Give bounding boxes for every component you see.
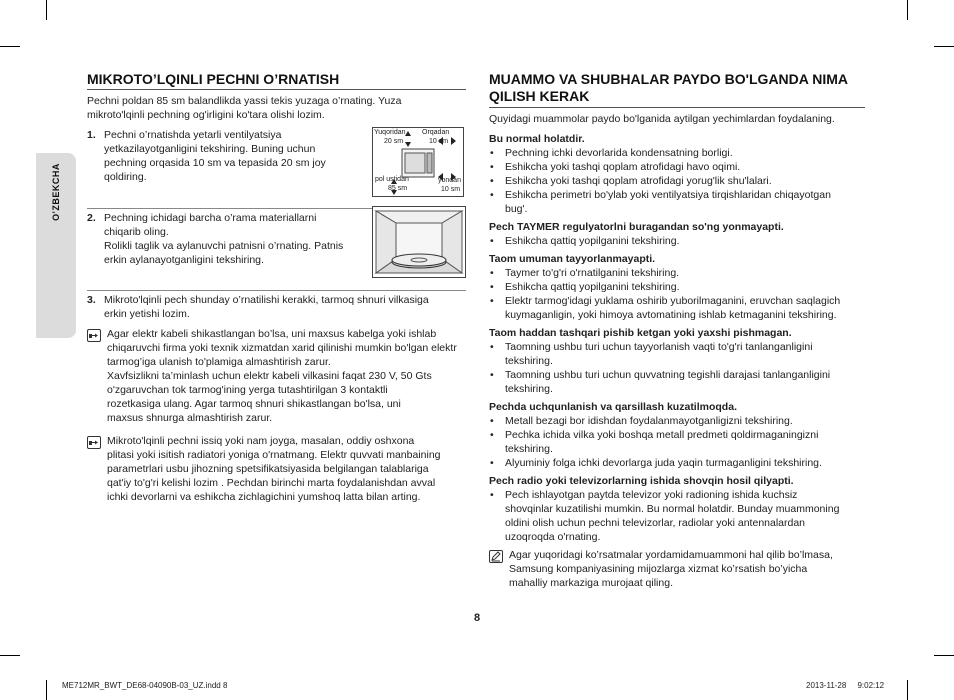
crop-mark xyxy=(0,655,20,656)
crop-mark xyxy=(934,46,954,47)
item-line: bug'. xyxy=(505,203,528,215)
problem-list xyxy=(489,488,865,544)
note-line: Xavfsizlikni ta’minlash uchun elektr kabeli vilkasini faqat 230 V, 50 Gts xyxy=(107,370,432,382)
item-line: Pechning ichki devorlarida kondensatning borligi. xyxy=(505,147,733,159)
list-item xyxy=(489,414,865,428)
section-heading-rule xyxy=(87,71,466,90)
step-line: chiqarib oling. xyxy=(104,226,169,238)
troubleshooting-heading-line: MUAMMO VA SHUBHALAR PAYDO BO'LGANDA NIMA xyxy=(489,71,849,87)
note-line: plitasi yoki isitish radiatori yoniga o'rnatmang. Elektr quvvati manbaining xyxy=(107,449,441,461)
step-number: 2. xyxy=(87,212,96,224)
step-2 xyxy=(87,211,367,267)
diagram-label: Yuqoridan xyxy=(374,129,406,136)
note-line: Samsung kompaniyasining mijozlarga xizmat ko’rsatish bo’yicha xyxy=(509,563,808,575)
crop-mark xyxy=(907,0,908,20)
problem-list xyxy=(489,146,865,216)
pointing-hand-icon xyxy=(87,436,101,449)
note-pencil-icon xyxy=(489,550,503,563)
diagram-label: 20 sm xyxy=(384,138,404,145)
diagram-label: pol ustidan xyxy=(375,176,409,183)
diagram-label: 10 sm xyxy=(429,138,449,145)
list-item xyxy=(489,368,865,396)
item-line: uzoqroqda o'rnating. xyxy=(505,531,601,543)
page-number: 8 xyxy=(473,612,481,624)
step-line: Rolikli taglik va aylanuvchi patnisni o’rnating. Patnis xyxy=(104,240,344,252)
note-line: ichki devorlarni va eshikcha zichlagichini yumshoq latta bilan arting. xyxy=(107,491,421,503)
step-line: erkin aylanayotganligini tekshiring. xyxy=(104,254,264,266)
note-line: Agar elektr kabeli shikastlangan bo’lsa, uni maxsus kabelga yoki ishlab xyxy=(107,328,437,340)
problem-list xyxy=(489,414,865,470)
item-line: tekshiring. xyxy=(505,383,553,395)
problem-title: Pech radio yoki televizorlarning ishida shovqin hosil qilyapti. xyxy=(489,475,794,487)
item-line: • Eshikcha perimetri bo'ylab yoki ventilyatsiya tirqishlaridan chiqayotgan xyxy=(505,189,831,201)
item-line: Eshikcha yoki tashqi qoplam atrofidagi havo oqimi. xyxy=(505,161,741,173)
step-line: yetkazilayotganligini tekshiring. Buning uchun xyxy=(104,143,316,155)
step-line: pechning orqasida 10 sm va tepasida 20 sm joy xyxy=(104,157,326,169)
diagram-label: Orqadan xyxy=(422,129,450,136)
item-line: Eshikcha qattiq yopilganini tekshiring. xyxy=(505,235,680,247)
diagram-label: 85 sm xyxy=(388,185,408,192)
item-line: Metall bezagi bor idishdan foydalanmayotganligizni tekshiring. xyxy=(505,415,793,427)
crop-mark xyxy=(46,680,47,700)
problem-title: Pechda uchqunlanish va qarsillash kuzatilmoqda. xyxy=(489,401,737,413)
note-line: qat'iy to'g'ri kelishi lozim . Pechdan birinchi marta foydalanishdan avval xyxy=(107,477,436,489)
list-item xyxy=(489,340,865,368)
list-item xyxy=(489,188,865,216)
list-item xyxy=(489,266,865,280)
troubleshooting-section xyxy=(489,71,865,590)
power-cable-note xyxy=(87,327,466,425)
step-3 xyxy=(87,293,466,321)
problem-title: Taom umuman tayyorlanmayapti. xyxy=(489,253,656,265)
list-item xyxy=(489,456,865,470)
item-line: Eshikcha yoki tashqi qoplam atrofidagi yorug'lik shu'lalari. xyxy=(505,175,772,187)
note-line: rozetkasiga ulang. Agar tarmoq shnuri shikastlangan bo'lsa, uni xyxy=(107,398,401,410)
note-line: chiqaruvchi firma yoki texnik xizmatdan xarid qilinishi mumkin bo'lgan elektr xyxy=(107,342,457,354)
section-heading-rule xyxy=(489,71,865,108)
item-line: kuymaganligin, yoki himoya avtomatining ishlab ketmaganini tekshiring. xyxy=(505,309,837,321)
item-line: tekshiring. xyxy=(505,355,553,367)
problem-title: Taom haddan tashqari pishib ketgan yoki yaxshi pishmagan. xyxy=(489,327,792,339)
footer-timestamp: 2013-11-28 9:02:12 xyxy=(806,681,885,690)
list-item xyxy=(489,280,865,294)
step-line: Pechni o’rnatishda yetarli ventilyatsiya xyxy=(104,129,282,141)
list-item xyxy=(489,234,865,248)
intro-line: Pechni poldan 85 sm balandlikda yassi tekis yuzaga o’rnating. Yuza xyxy=(87,95,402,107)
list-item xyxy=(489,160,865,174)
step-line: qoldiring. xyxy=(104,171,147,183)
language-tab-label: O'ZBEKCHA xyxy=(51,163,61,221)
service-center-note xyxy=(489,548,865,590)
step-line: erkin yetishi lozim. xyxy=(104,308,190,320)
item-line: • Pech ishlayotgan paytda televizor yoki radioning ishida kuchsiz xyxy=(505,489,798,501)
troubleshooting-heading-line: QILISH KERAK xyxy=(489,88,590,104)
clearance-diagram xyxy=(372,127,464,197)
note-line: Mikroto'lqinli pechni issiq yoki nam joyga, masalan, oddiy oshxona xyxy=(107,435,415,447)
step-line: Mikroto'lqinli pech shunday o’rnatilishi kerakki, tarmoq shnuri vilkasiga xyxy=(104,294,429,306)
footer-file-info: ME712MR_BWT_DE68-04090B-03_UZ.indd 8 xyxy=(62,681,228,690)
installation-heading: MIKROTO’LQINLI PECHNI O’RNATISH xyxy=(87,71,340,87)
list-item xyxy=(489,174,865,188)
troubleshooting-intro: Quyidagi muammolar paydo bo'lganida aytilgan yechimlardan foydalaning. xyxy=(489,113,835,125)
step-1 xyxy=(87,128,357,184)
item-line: Eshikcha qattiq yopilganini tekshiring. xyxy=(505,281,680,293)
note-line: mahalliy markaziga murojaat qiling. xyxy=(509,577,673,589)
item-line: • Elektr tarmog'idagi yuklama oshirib yuborilmaganini, eruvchan saqlagich xyxy=(505,295,841,307)
note-line: Agar yuqoridagi ko’rsatmalar yordamidamuammoni hal qilib bo’lmasa, xyxy=(509,549,833,561)
intro-line: mikroto'lqinli pechning og'irligini ko'tara olishi lozim. xyxy=(87,109,325,121)
crop-mark xyxy=(46,0,47,20)
crop-mark xyxy=(0,46,20,47)
item-line: Taymer to'g'ri o'rnatilganini tekshiring. xyxy=(505,267,680,279)
problem-title: Pech TAYMER regulyatorlni buragandan so'ng yonmayapti. xyxy=(489,221,784,233)
problem-list xyxy=(489,266,865,322)
list-item xyxy=(489,428,865,456)
note-line: parametrlari usbu jihozning spetsifikatsiyasida belgilangan talablariga xyxy=(107,463,429,475)
item-line: • Pechka ichida vilka yoki boshqa metall predmeti qoldirmaganingizni xyxy=(505,429,819,441)
step-number: 1. xyxy=(87,129,96,141)
diagram-label: 10 sm xyxy=(441,186,461,193)
note-line: o'zgaruvchan tok tarmog'ining yerga tutashtirilgan 3 kontaktli xyxy=(107,384,388,396)
list-item xyxy=(489,294,865,322)
turntable-diagram xyxy=(372,206,466,278)
item-line: • Taomning ushbu turi uchun quvvatning tegishli darajasi tanlanganligini xyxy=(505,369,831,381)
item-line: oldini olish uchun pechni televizorlar, radiolar yoki antennalardan xyxy=(505,517,806,529)
step-line: Pechning ichidagi barcha o’rama materiallarni xyxy=(104,212,317,224)
crop-mark xyxy=(907,680,908,700)
item-line: • Taomning ushbu turi uchun tayyorlanish vaqti to'g'ri tanlanganligini xyxy=(505,341,813,353)
problem-title: Bu normal holatdir. xyxy=(489,133,585,145)
step-number: 3. xyxy=(87,294,96,306)
diagram-label: yondan xyxy=(438,177,461,184)
item-line: tekshiring. xyxy=(505,443,553,455)
list-item xyxy=(489,488,865,544)
crop-mark xyxy=(934,655,954,656)
list-item xyxy=(489,146,865,160)
pointing-hand-icon xyxy=(87,329,101,342)
placement-note xyxy=(87,434,466,504)
problem-list xyxy=(489,234,865,248)
item-line: shovqinlar kuzatilishi mumkin. Bu normal holatdir. Bunday muammoning xyxy=(505,503,840,515)
item-line: Alyuminiy folga ichki devorlarga juda yaqin turmaganligini tekshiring. xyxy=(505,457,822,469)
note-line: tarmog’iga ulanish to'plamiga almashtirish zarur. xyxy=(107,356,331,368)
note-line: maxsus shnurga almashtirish zarur. xyxy=(107,412,273,424)
problem-list xyxy=(489,340,865,396)
